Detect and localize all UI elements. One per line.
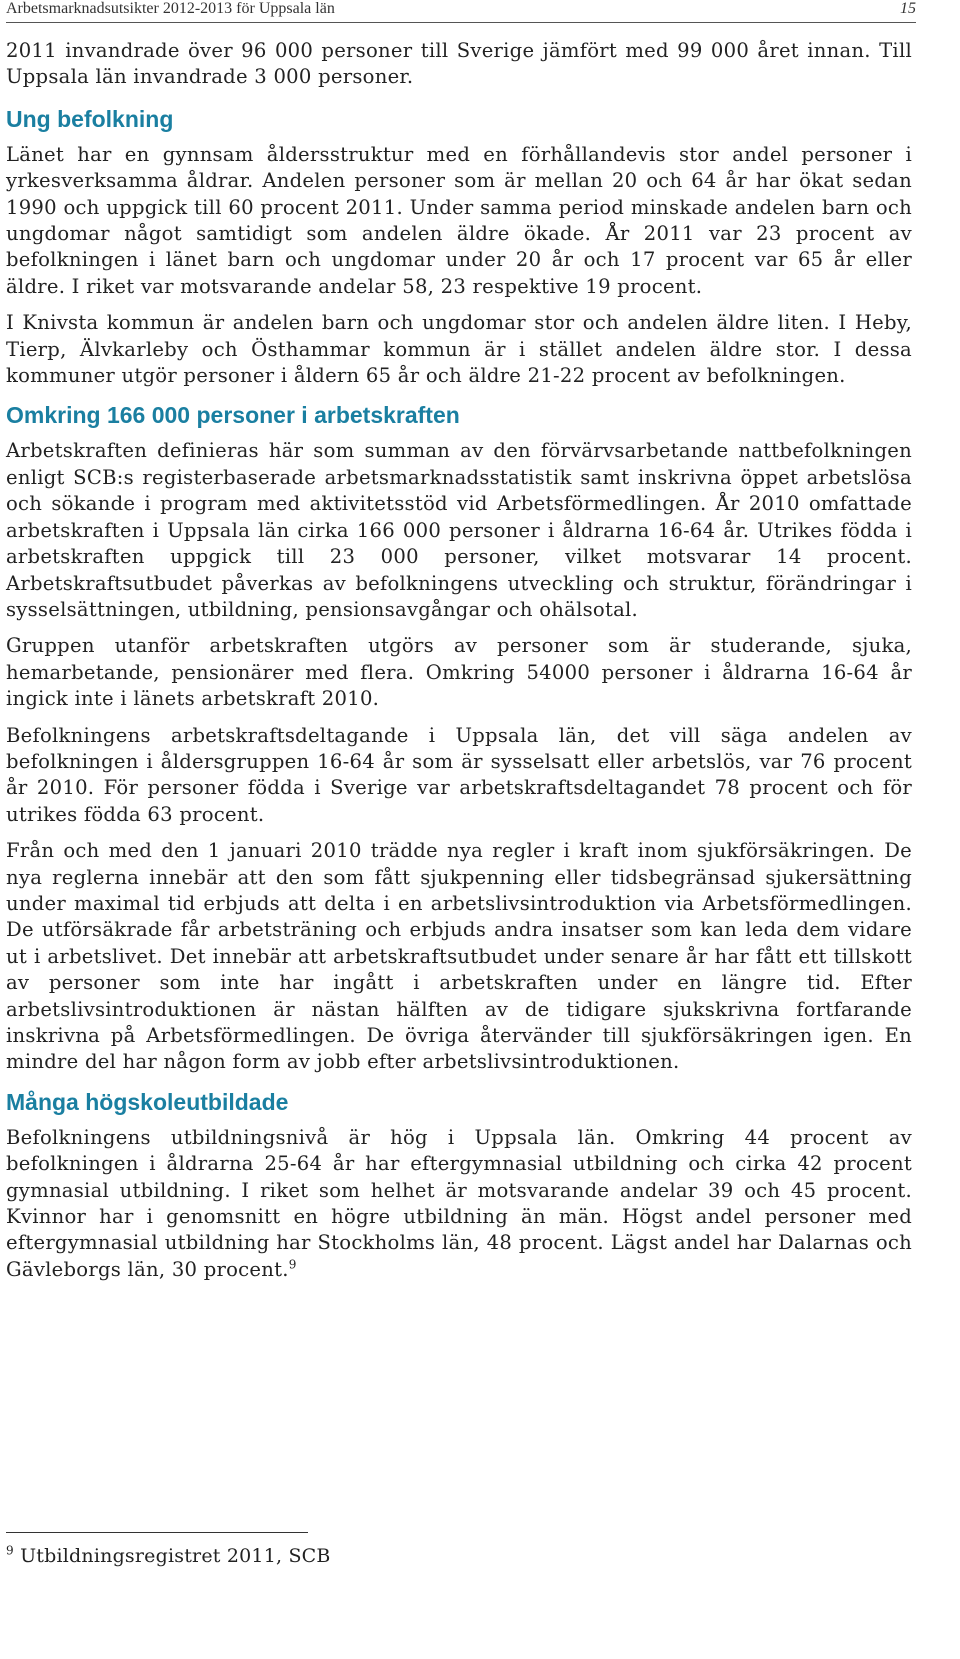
footnote-reference: 9 [288,1257,297,1272]
heading-young-population: Ung befolkning [6,105,174,132]
paragraph-outside-labour-force: Gruppen utanför arbetskraften utgörs av personer som är studerande, sjuka, hemarbetande, pensionärer med flera. Omkring 54000 personer i åldrarna 16-64 år ingick inte i länets arbetskraft 2010. [6,634,912,711]
footnote-divider [6,1532,308,1533]
heading-labour-force: Omkring 166 000 personer i arbetskraften [6,402,460,429]
education-text: Befolkningens utbildningsnivå är hög i Uppsala län. Omkring 44 procent av befolkningen i åldrarna 25-64 år har eftergymnasial utbildning och cirka 42 procent gymnasial utbildning. I riket som helhet är motsvarande andelar 39 och 45 procent. Kvinnor har i genomsnitt en högre utbildning än män. Högst andel personer med eftergymnasial utbildning har Stockholms län, 48 procent. Lägst andel har Dalarnas och Gävleborgs län, 30 procent. [6,1125,912,1281]
paragraph-education-level [6,1125,912,1283]
footnote [6,1544,331,1568]
header-title: Arbetsmarknadsutsikter 2012-2013 för Uppsala län [6,0,335,17]
running-header [6,0,916,23]
paragraph-immigration: 2011 invandrade över 96 000 personer till Sverige jämfört med 99 000 året innan. Till Uppsala län invandrade 3 000 personer. [6,39,912,89]
paragraph-municipalities: I Knivsta kommun är andelen barn och ungdomar stor och andelen äldre liten. I Heby, Tierp, Älvkarleby och Östhammar kommun är i stället andelen äldre stor. I dessa kommuner utgör personer i åldern 65 år och äldre 21-22 procent av befolkningen. [6,311,912,388]
paragraph-labour-definition: Arbetskraften definieras här som summan av den förvärvsarbetande nattbefolkningen enligt SCB:s registerbaserade arbetsmarknadsstatistik samt inskrivna öppet arbetslösa och sökande i program med aktivitetsstöd vid Arbetsförmedlingen. År 2010 omfattade arbetskraften i Uppsala län cirka 166 000 personer i åldrarna 16-64 år. Utrikes födda i arbetskraften uppgick till 23 000 personer, vilket motsvarar 14 procent. Arbetskraftsutbudet påverkas av befolkningens utveckling och struktur, förändringar i sysselsättningen, utbildning, pensionsavgångar och ohälsotal. [6,439,912,621]
footnote-text: Utbildningsregistret 2011, SCB [20,1545,331,1567]
paragraph-age-structure: Länet har en gynnsam åldersstruktur med en förhållandevis stor andel personer i yrkesverksamma åldrar. Andelen personer som är mellan 20 och 64 år har ökat sedan 1990 och uppgick till 60 procent 2011. Under samma period minskade andelen barn och ungdomar något samtidigt som andelen äldre ökade. År 2011 var 23 procent av befolkningen i länet barn och ungdomar under 20 år och 17 procent var 65 år eller äldre. I riket var motsvarande andelar 58, 23 respektive 19 procent. [6,142,912,298]
page-number: 15 [900,0,916,17]
heading-higher-education: Många högskoleutbildade [6,1088,289,1115]
footnote-number: 9 [6,1543,14,1558]
body-text [6,38,912,1293]
paragraph-participation-rate: Befolkningens arbetskraftsdeltagande i Uppsala län, det vill säga andelen av befolkningen i åldersgruppen 16-64 år som är sysselsatt eller arbetslös, var 76 procent år 2010. För personer födda i Sverige var arbetskraftsdeltagandet 78 procent och för utrikes födda 63 procent. [6,723,912,826]
paragraph-sickness-insurance: Från och med den 1 januari 2010 trädde nya regler i kraft inom sjukförsäkringen. De nya reglerna innebär att den som fått sjukpenning eller tidsbegränsad sjukersättning under maximal tid erbjuds att delta i en arbetslivsintroduktion via Arbetsförmedlingen. De utförsäkrade får arbetsträning och erbjuds andra insatser som kan leda dem vidare ut i arbetslivet. Det innebär att arbetskraftsutbudet under senare år har fått ett tillskott av personer som inte har ingått i arbetskraften under en längre tid. Efter arbetslivsintroduktionen är nästan hälften av de tidigare sjukskrivna fortfarande inskrivna på Arbetsförmedlingen. De övriga återvänder till sjukförsäkringen igen. En mindre del har någon form av jobb efter arbetslivsintroduktionen. [6,839,912,1074]
